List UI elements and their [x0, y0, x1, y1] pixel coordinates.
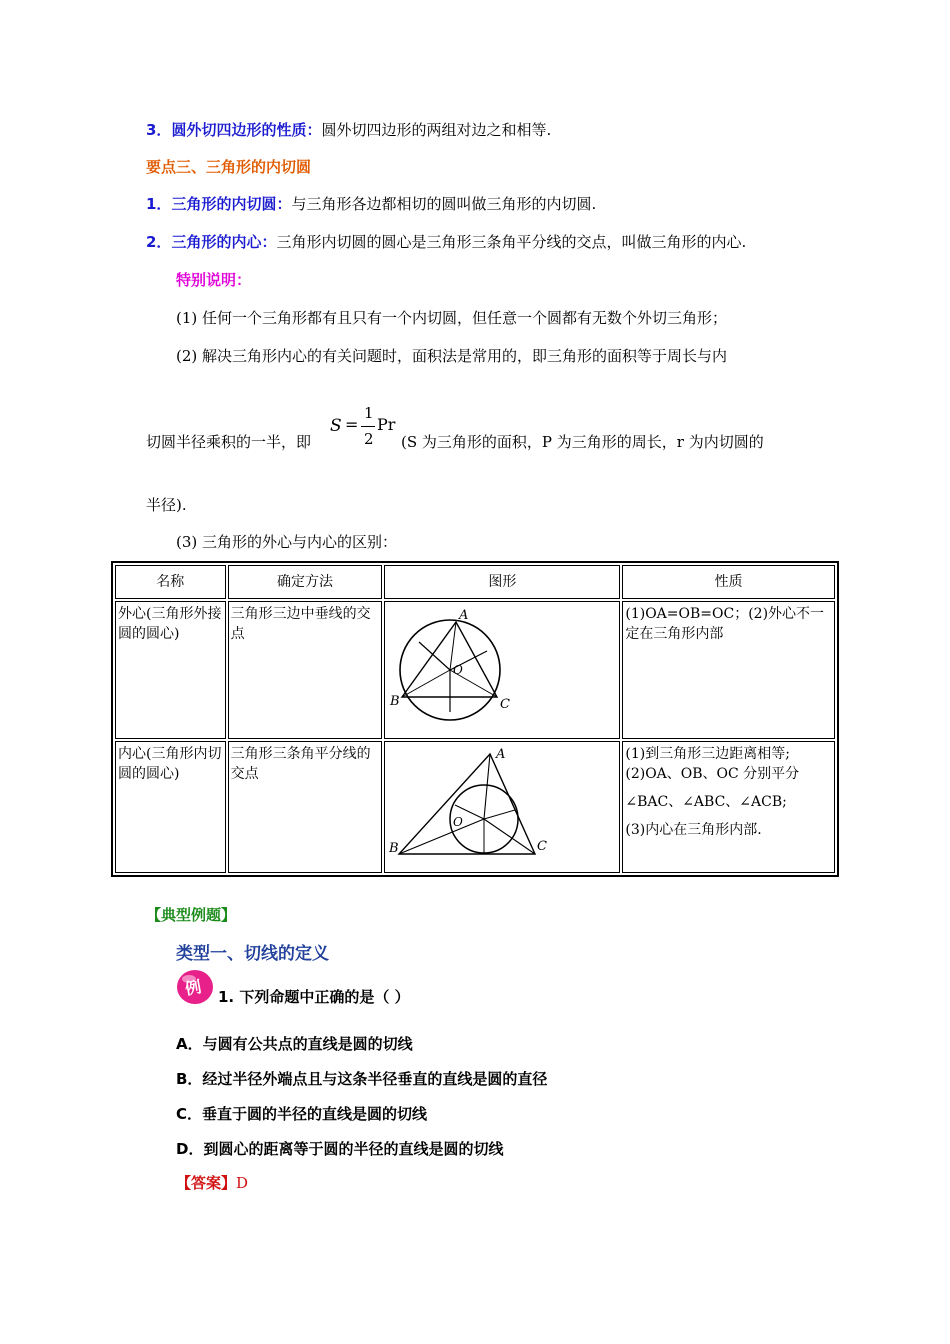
item-number: 2．	[146, 233, 172, 251]
definition-text: 三角形内切圆的圆心是三角形三条角平分线的交点，叫做三角形的内心.	[276, 233, 747, 251]
area-formula	[330, 404, 400, 454]
note-item-2-explain: (S 为三角形的面积，P 为三角形的周长，r 为内切圆的	[401, 433, 764, 451]
label-b: B	[389, 841, 399, 856]
option-a: A．与圆有公共点的直线是圆的切线	[176, 1035, 413, 1053]
cell-method: 三角形三边中垂线的交点	[228, 601, 383, 739]
header-method: 确定方法	[228, 565, 383, 599]
term: 三角形的内心：	[171, 233, 277, 251]
center-comparison-table	[111, 561, 839, 877]
term: 圆外切四边形的性质：	[171, 121, 322, 139]
fraction-bar	[361, 426, 375, 427]
note-item-2-end: 半径).	[146, 496, 187, 514]
label-o: O	[453, 663, 464, 677]
example-badge-icon	[176, 968, 214, 1006]
label-c: C	[500, 697, 511, 712]
cell-name: 内心(三角形内切圆的圆心)	[115, 741, 226, 873]
formula-rhs: Pr	[377, 415, 396, 434]
badge-label: 例	[183, 977, 203, 999]
option-c: C．垂直于圆的半径的直线是圆的切线	[176, 1105, 428, 1123]
answer-line	[176, 1172, 248, 1193]
item-number: 1．	[146, 195, 172, 213]
answer-label: 【答案】	[176, 1174, 237, 1192]
header-name: 名称	[115, 565, 226, 599]
cell-property: (1)OA=OB=OC；(2)外心不一定在三角形内部	[622, 601, 835, 739]
table-header-row	[115, 565, 835, 599]
cell-method: 三角形三条角平分线的交点	[228, 741, 383, 873]
section-heading: 要点三、三角形的内切圆	[146, 158, 312, 176]
header-figure: 图形	[384, 565, 620, 599]
label-b: B	[390, 694, 400, 709]
formula-eq: =	[345, 415, 359, 434]
para-circumscribed-quadrilateral	[146, 119, 551, 140]
header-property: 性质	[622, 565, 835, 599]
cell-figure	[384, 601, 620, 739]
cell-property	[622, 741, 835, 873]
property-line: (2)OA、OB、OC 分别平分	[625, 766, 800, 782]
label-a: A	[496, 747, 506, 762]
option-b: B．经过半径外端点且与这条半径垂直的直线是圆的直径	[176, 1070, 548, 1088]
property-line: ∠BAC、∠ABC、∠ACB;	[625, 794, 787, 810]
note-title: 特别说明：	[176, 271, 252, 289]
definition-text: 圆外切四边形的两组对边之和相等.	[321, 121, 552, 139]
label-o: O	[453, 815, 464, 829]
note-item-2-cont: 切圆半径乘积的一半，即	[146, 433, 312, 451]
table-row-circumcenter	[115, 601, 835, 739]
note-item-3: (3) 三角形的外心与内心的区别：	[176, 533, 398, 551]
cell-figure	[384, 741, 620, 873]
option-d: D．到圆心的距离等于圆的半径的直线是圆的切线	[176, 1140, 504, 1158]
type-heading: 类型一、切线的定义	[176, 944, 329, 964]
circumcircle-figure	[387, 604, 517, 730]
examples-heading: 【典型例题】	[146, 906, 237, 924]
term: 三角形的内切圆：	[171, 195, 292, 213]
formula-denominator: 2	[364, 430, 374, 448]
answer-value: D	[236, 1174, 249, 1192]
formula-lhs: S	[330, 416, 342, 436]
para-incircle	[146, 193, 596, 214]
question-text: 1. 下列命题中正确的是（ ）	[218, 988, 410, 1006]
cell-name: 外心(三角形外接圆的圆心)	[115, 601, 226, 739]
incircle-figure	[387, 744, 557, 864]
table-row-incenter	[115, 741, 835, 873]
item-number: 3．	[146, 121, 172, 139]
note-item-2: (2) 解决三角形内心的有关问题时，面积法是常用的，即三角形的面积等于周长与内	[176, 347, 728, 365]
formula-numerator: 1	[364, 404, 374, 422]
para-incenter	[146, 231, 746, 252]
note-item-1: (1) 任何一个三角形都有且只有一个内切圆，但任意一个圆都有无数个外切三角形；	[176, 309, 728, 327]
label-a: A	[459, 608, 469, 623]
property-line: (3)内心在三角形内部.	[625, 822, 762, 838]
property-line: (1)到三角形三边距离相等;	[625, 746, 790, 762]
definition-text: 与三角形各边都相切的圆叫做三角形的内切圆.	[291, 195, 597, 213]
label-c: C	[537, 839, 548, 854]
